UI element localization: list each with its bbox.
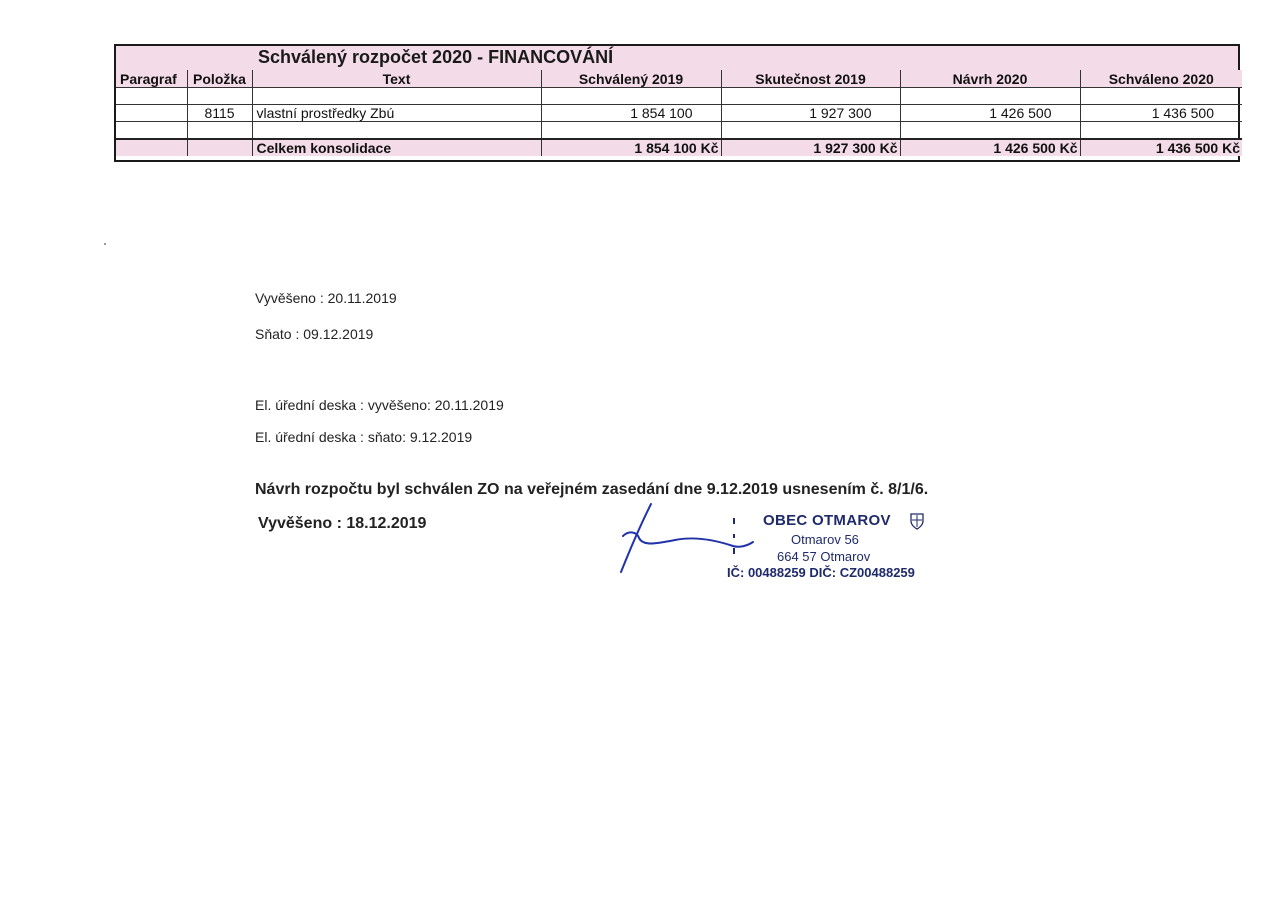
total-skutecnost-2019: 1 927 300 Kč	[721, 139, 900, 156]
table-row	[116, 88, 1242, 105]
cell	[252, 88, 541, 105]
eboard-removed-date: El. úřední deska : sňato: 9.12.2019	[255, 429, 473, 445]
cell	[187, 88, 252, 105]
removed-date: Sňato : 09.12.2019	[255, 326, 374, 342]
col-header-paragraf: Paragraf	[116, 70, 187, 88]
budget-grid	[116, 70, 1242, 156]
cell	[1080, 122, 1242, 140]
eboard-posted-date: El. úřední deska : vyvěšeno: 20.11.2019	[255, 397, 504, 413]
cell-schvaleny-2019: 1 854 100	[541, 105, 721, 122]
cell-navrh-2020: 1 426 500	[900, 105, 1080, 122]
cell-text: vlastní prostředky Zbú	[252, 105, 541, 122]
cell	[541, 122, 721, 140]
stamp-bar	[733, 534, 735, 538]
cell-skutecnost-2019: 1 927 300	[721, 105, 900, 122]
table-row	[116, 122, 1242, 140]
total-label: Celkem konsolidace	[252, 139, 541, 156]
cell	[116, 122, 187, 140]
stamp-bar	[733, 518, 735, 524]
total-cell	[187, 139, 252, 156]
total-schvaleny-2019: 1 854 100 Kč	[541, 139, 721, 156]
cell	[900, 88, 1080, 105]
scan-speck	[104, 243, 106, 245]
col-header-polozka: Položka	[187, 70, 252, 88]
col-header-schvaleno-2020: Schváleno 2020	[1080, 70, 1242, 88]
total-schvaleno-2020: 1 436 500 Kč	[1080, 139, 1242, 156]
stamp-ids: IČ: 00488259 DIČ: CZ00488259	[727, 565, 915, 580]
cell	[1080, 88, 1242, 105]
col-header-navrh-2020: Návrh 2020	[900, 70, 1080, 88]
posted-date: Vyvěšeno : 20.11.2019	[255, 290, 397, 306]
stamp-name: OBEC OTMAROV	[763, 512, 891, 529]
header-row	[116, 70, 1242, 88]
cell	[541, 88, 721, 105]
col-header-skutecnost-2019: Skutečnost 2019	[721, 70, 900, 88]
table-row	[116, 105, 1242, 122]
cell	[721, 88, 900, 105]
table-title: Schválený rozpočet 2020 - FINANCOVÁNÍ	[258, 47, 614, 67]
cell-schvaleno-2020: 1 436 500	[1080, 105, 1242, 122]
cell-polozka: 8115	[187, 105, 252, 122]
stamp-address: Otmarov 56	[791, 532, 859, 547]
budget-table	[114, 44, 1240, 162]
col-header-text: Text	[252, 70, 541, 88]
cell-paragraf	[116, 105, 187, 122]
posted-final-date: Vyvěšeno : 18.12.2019	[258, 515, 427, 532]
cell	[187, 122, 252, 140]
stamp-zip-city: 664 57 Otmarov	[777, 549, 871, 564]
table-title-row	[116, 46, 1238, 71]
total-navrh-2020: 1 426 500 Kč	[900, 139, 1080, 156]
col-header-schvaleny-2019: Schválený 2019	[541, 70, 721, 88]
municipal-stamp	[725, 510, 945, 590]
cell	[116, 88, 187, 105]
approval-statement: Návrh rozpočtu byl schválen ZO na veřejném zasedání dne 9.12.2019 usnesením č. 8/1/6.	[255, 481, 929, 498]
cell	[252, 122, 541, 140]
cell	[900, 122, 1080, 140]
stamp-bar	[733, 548, 735, 554]
coat-of-arms-icon	[909, 512, 925, 530]
total-cell	[116, 139, 187, 156]
cell	[721, 122, 900, 140]
total-row	[116, 139, 1242, 156]
